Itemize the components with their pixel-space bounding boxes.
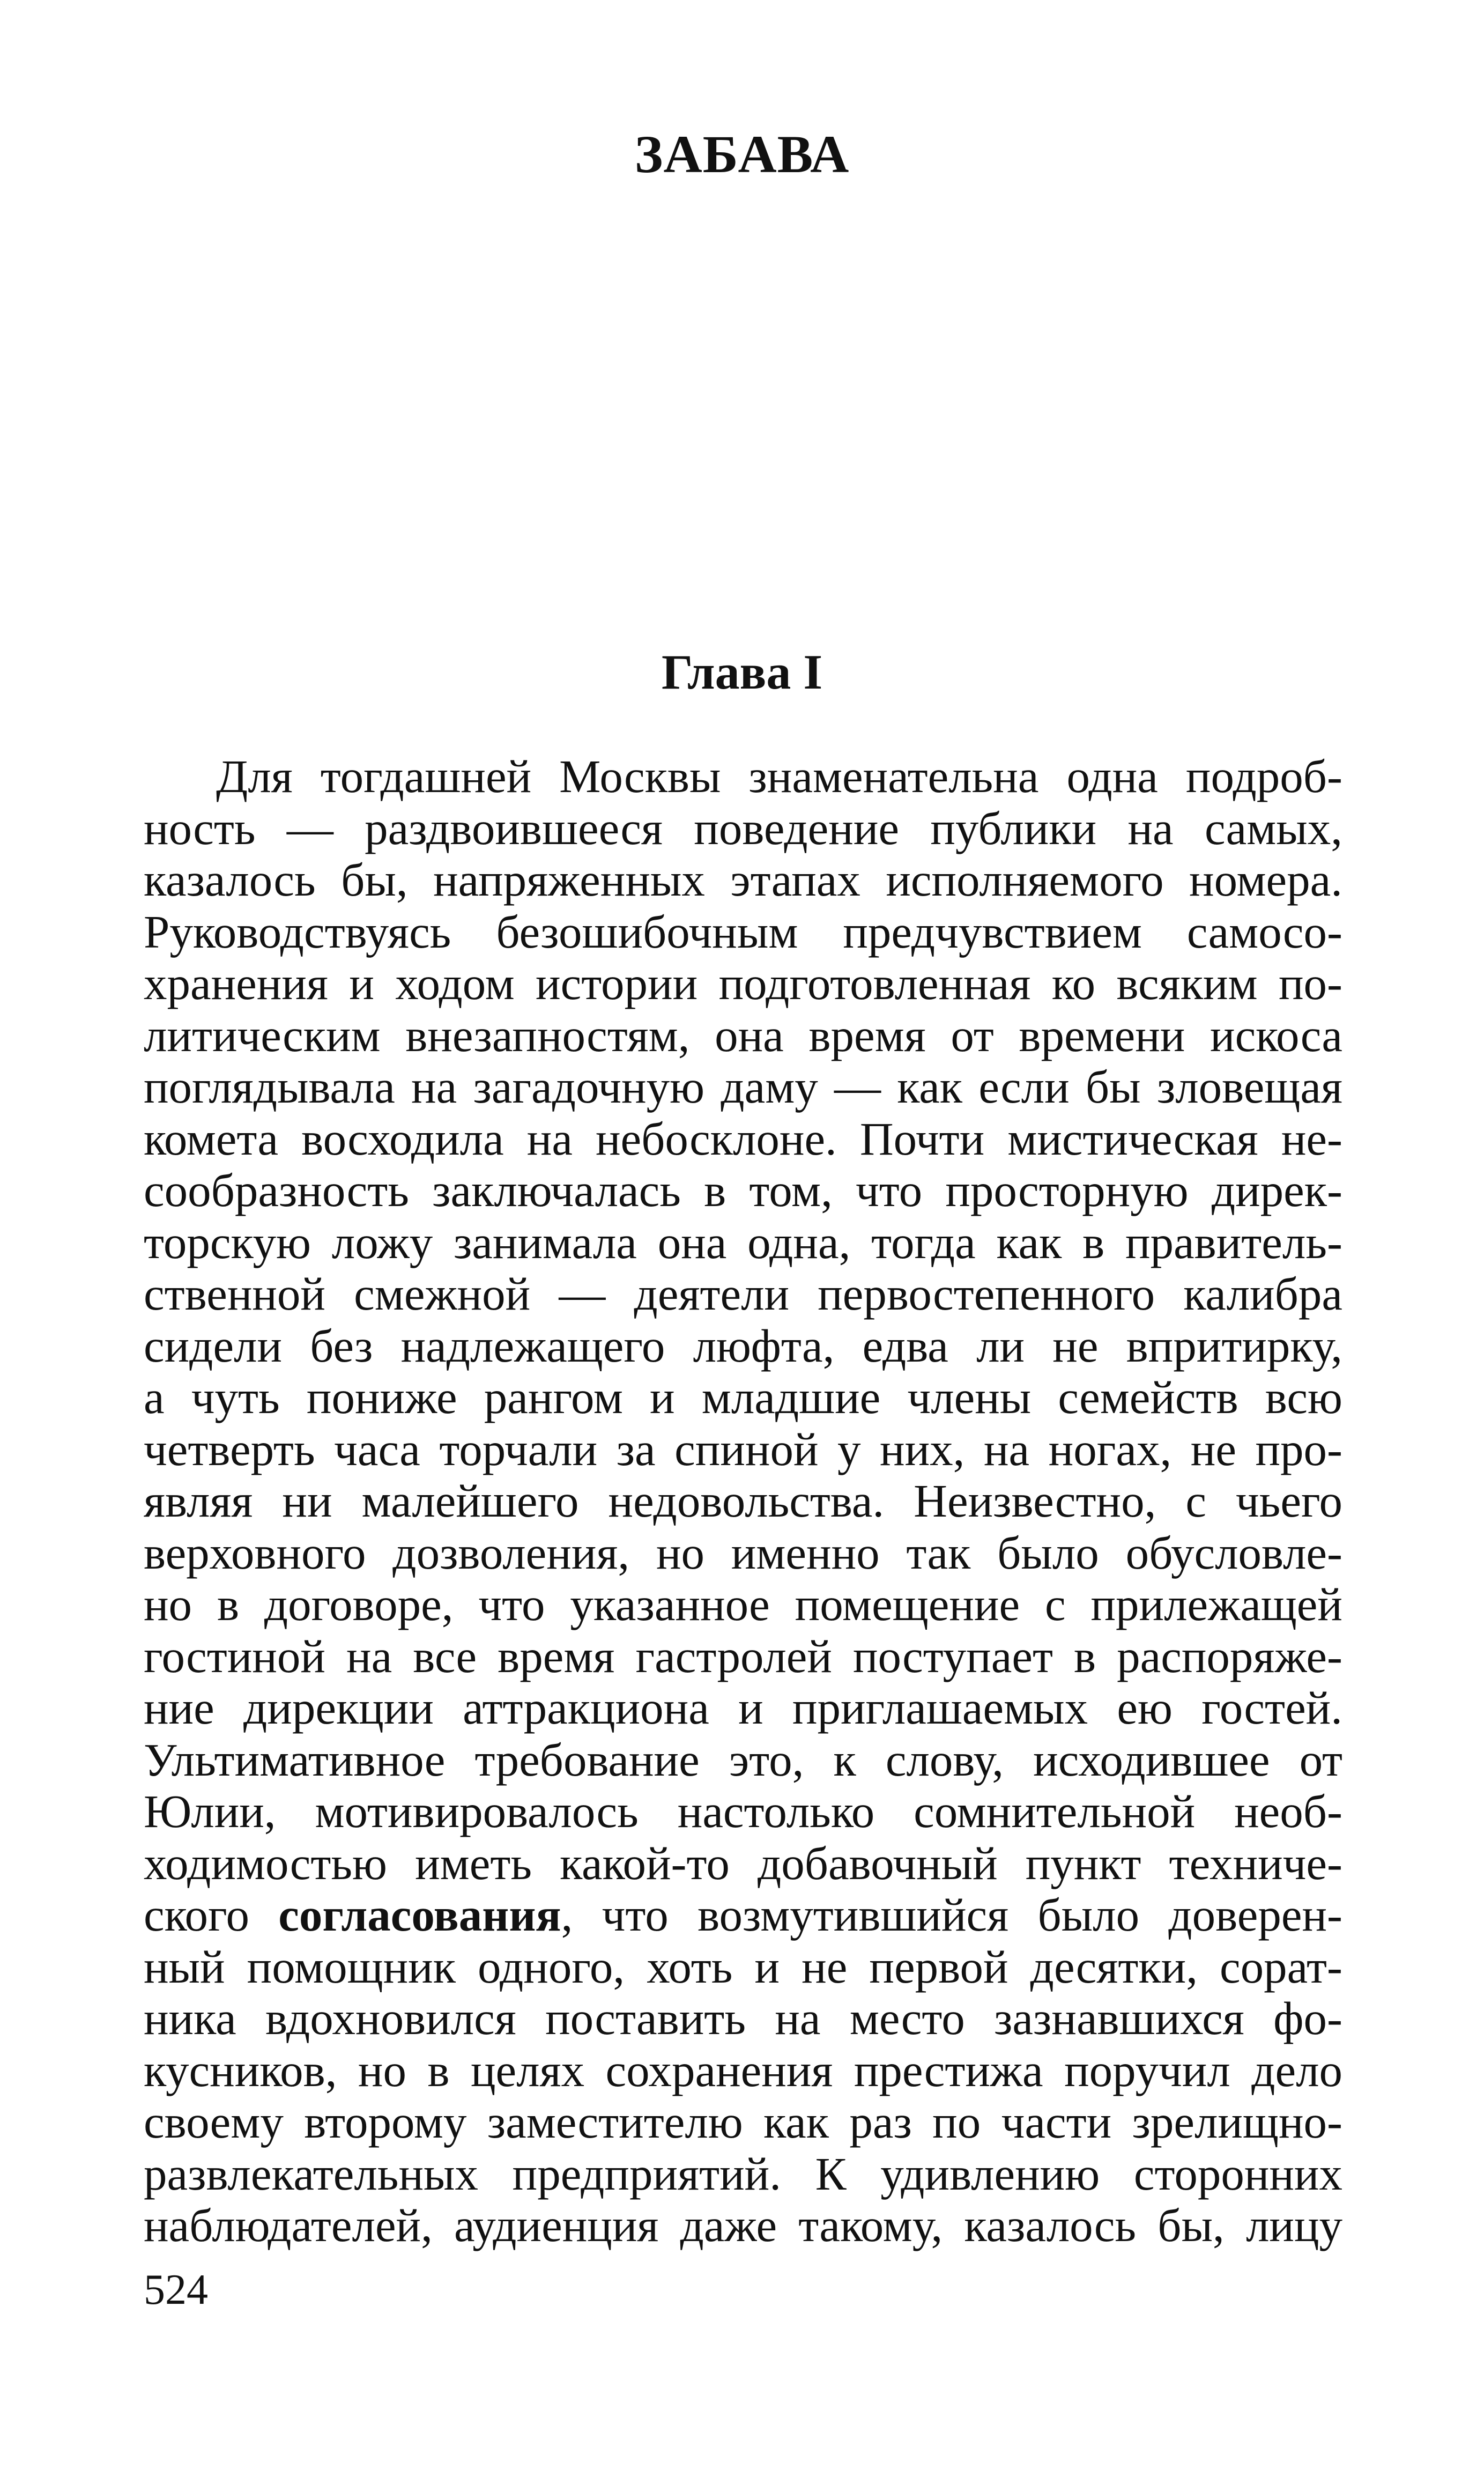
text-line-with-emphasis — [144, 1889, 1342, 1941]
text-line: гостиной на все время гастролей поступает в распоряже- — [144, 1630, 1342, 1682]
text-line: сообразность заключалась в том, что просторную дирек- — [144, 1164, 1342, 1216]
text-line: ственной смежной — деятели первостепенного калибра — [144, 1268, 1342, 1320]
text-line: хранения и ходом истории подготовленная ко всяким по- — [144, 957, 1342, 1009]
text-line: а чуть пониже рангом и младшие члены семейств всю — [144, 1371, 1342, 1423]
text-line: кусников, но в целях сохранения престижа поручил дело — [144, 2044, 1342, 2096]
text-line: поглядывала на загадочную даму — как если бы зловещая — [144, 1061, 1342, 1113]
text-line: ходимостью иметь какой-то добавочный пункт техниче- — [144, 1837, 1342, 1889]
text-line: Ультимативное требование это, к слову, исходившее от — [144, 1733, 1342, 1786]
text-line: литическим внезапностям, она время от времени искоса — [144, 1009, 1342, 1061]
text-line: являя ни малейшего недовольства. Неизвестно, с чьего — [144, 1475, 1342, 1527]
text-segment: , что возмутившийся было доверен- — [561, 1889, 1342, 1941]
text-line: казалось бы, напряженных этапах исполняемого номера. — [144, 854, 1342, 906]
text-line: ность — раздвоившееся поведение публики на самых, — [144, 802, 1342, 854]
chapter-title: Глава I — [661, 645, 823, 699]
text-line: ный помощник одного, хоть и не первой десятки, сорат- — [144, 1940, 1342, 1993]
text-line: своему второму заместителю как раз по части зрелищно- — [144, 2096, 1342, 2148]
text-line: сидели без надлежащего люфта, едва ли не впритирку, — [144, 1319, 1342, 1372]
text-segment: ского — [144, 1889, 279, 1941]
text-line: Для тогдашней Москвы знаменательна одна подроб- — [216, 750, 1342, 802]
text-line: но в договоре, что указанное помещение с прилежащей — [144, 1578, 1342, 1630]
text-line: развлекательных предприятий. К удивлению сторонних — [144, 2147, 1342, 2200]
text-line: наблюдателей, аудиенция даже такому, казалось бы, лицу — [144, 2199, 1342, 2251]
text-line: ние дирекции аттракциона и приглашаемых ею гостей. — [144, 1682, 1342, 1734]
text-line: комета восходила на небосклоне. Почти мистическая не- — [144, 1112, 1342, 1165]
text-line: ника вдохновился поставить на место зазнавшихся фо- — [144, 1992, 1342, 2044]
text-line: верховного дозволения, но именно так было обусловле- — [144, 1526, 1342, 1579]
bold-term: согласования — [278, 1889, 561, 1941]
text-line: Юлии, мотивировалось настолько сомнительной необ- — [144, 1785, 1342, 1837]
text-line: торскую ложу занимала она одна, тогда как в правитель- — [144, 1216, 1342, 1268]
text-line: Руководствуясь безошибочным предчувствием самосо- — [144, 905, 1342, 958]
work-title: ЗАБАВА — [634, 124, 850, 184]
chapter-body — [144, 751, 1342, 2252]
text-line: четверть часа торчали за спиной у них, на ногах, не про- — [144, 1423, 1342, 1475]
page-number: 524 — [144, 2266, 208, 2313]
